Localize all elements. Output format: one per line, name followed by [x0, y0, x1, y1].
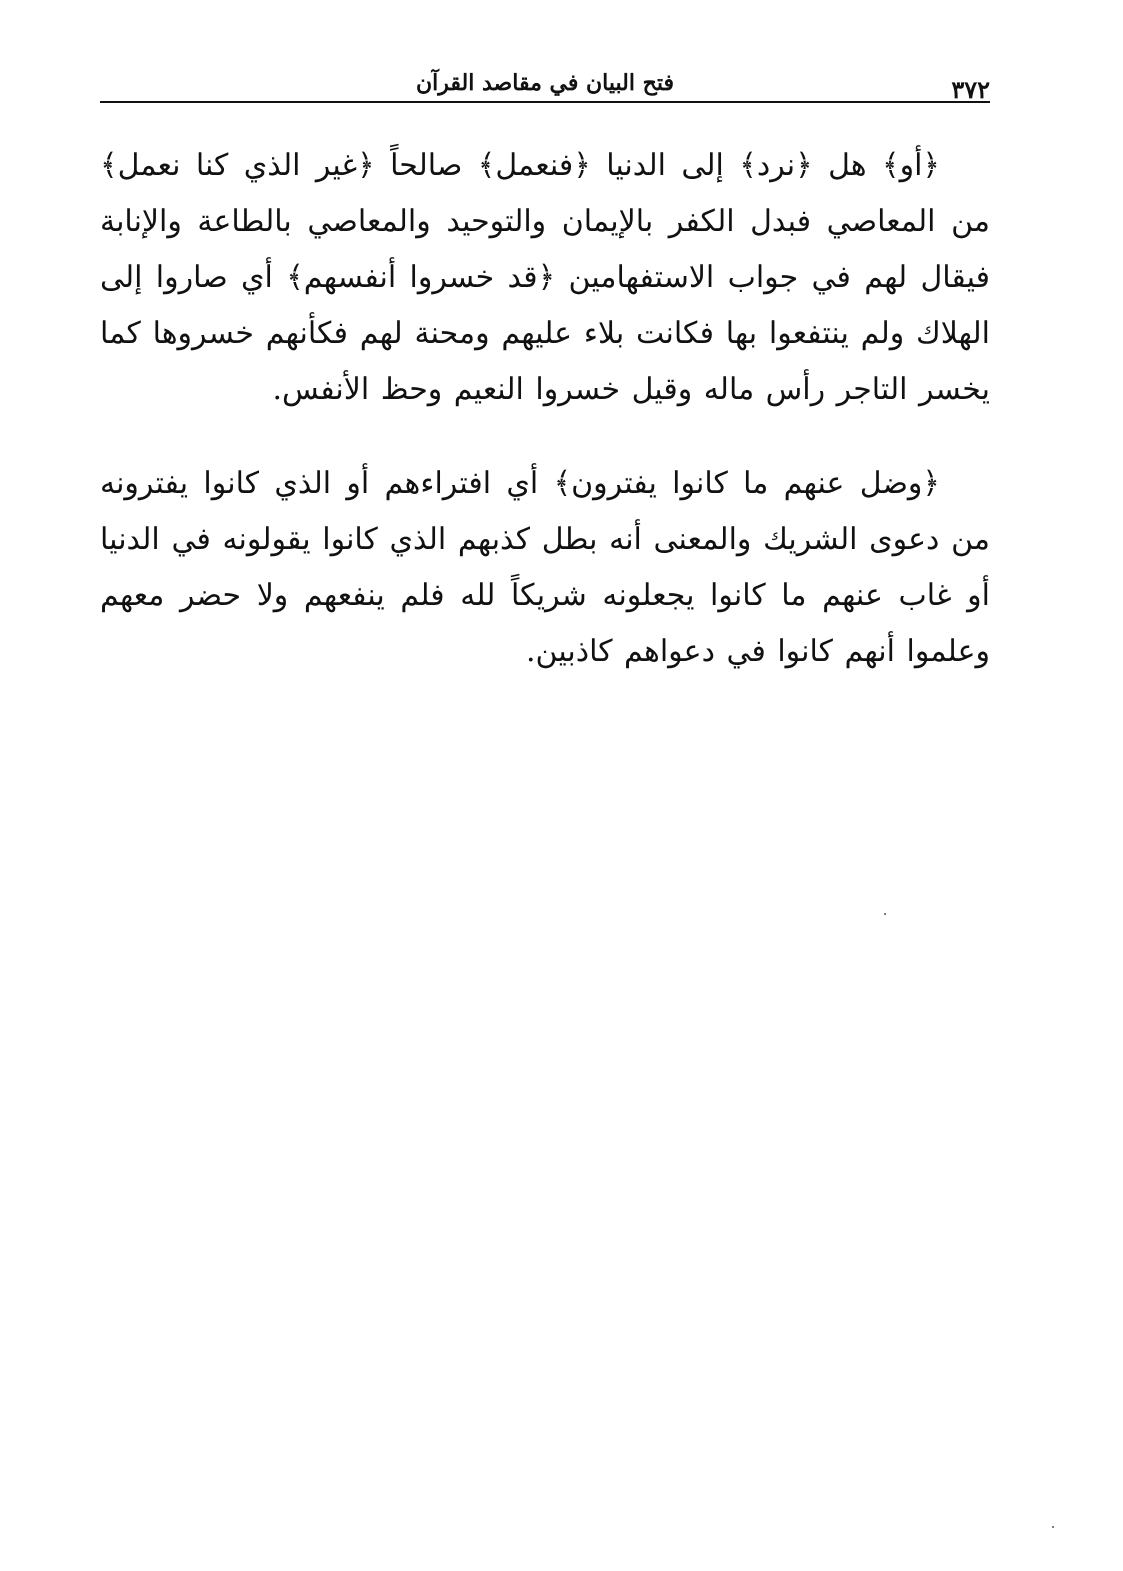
paragraph: ﴿وضل عنهم ما كانوا يفترون﴾ أي افتراءهم أو الذي كانوا يفترونه من دعوى الشريك والمعنى أنه بطل كذبهم الذي كانوا يقولونه في الدنيا أو غاب عنهم ما كانوا يجعلونه شريكاً لله فلم ينفعهم ولا حضر معهم وعلموا أنهم كانوا في دعواهم كاذبين. — [100, 466, 990, 669]
scan-speck — [1052, 1526, 1054, 1528]
scan-speck — [884, 913, 886, 915]
body-text — [100, 138, 990, 680]
paragraph: ﴿أو﴾ هل ﴿نرد﴾ إلى الدنيا ﴿فنعمل﴾ صالحاً ﴿غير الذي كنا نعمل﴾ من المعاصي فبدل الكفر بالإيمان والتوحيد والمعاصي بالطاعة والإنابة فيقال لهم في جواب الاستفهامين ﴿قد خسروا أنفسهم﴾ أي صاروا إلى الهلاك ولم ينتفعوا بها فكانت بلاء عليهم ومحنة لهم فكأنهم خسروها كما يخسر التاجر رأس ماله وقيل خسروا النعيم وحظ الأنفس. — [100, 148, 990, 407]
header-rule — [100, 101, 990, 103]
page-number: ٣٧٢ — [951, 75, 990, 104]
book-title: فتح البيان في مقاصد القرآن — [416, 70, 674, 96]
running-header — [100, 58, 990, 102]
